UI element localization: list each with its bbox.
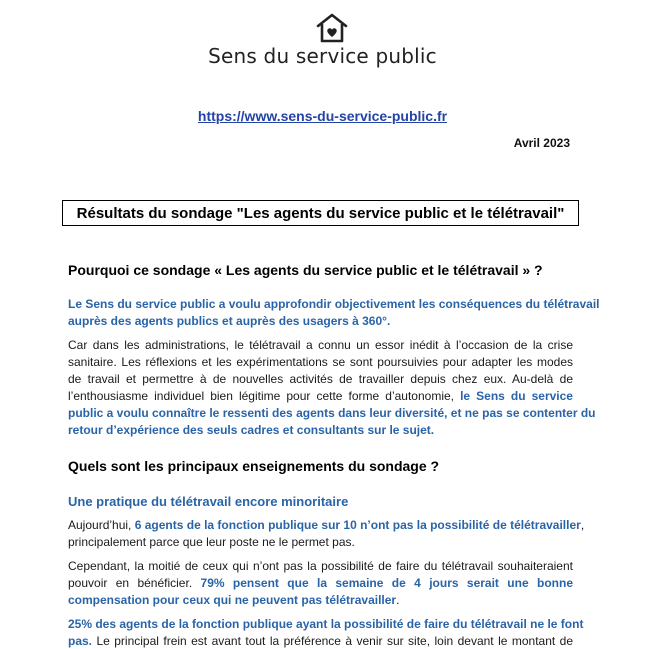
document-date: Avril 2023: [513, 136, 570, 150]
highlight-line: 25% des agents de la fonction publique ayant la possibilité de faire du télétravail ne le font: [68, 617, 584, 631]
paragraph-line: principalement parce que leur poste ne le permet pas.: [68, 535, 355, 549]
highlight-text: pas.: [68, 634, 93, 648]
paragraph-text: ,: [580, 518, 585, 532]
paragraph-line: Cependant, la moitié de ceux qui n’ont pas la possibilité de faire du télétravail souhaiteraient: [68, 559, 573, 573]
subsection-heading: Une pratique du télétravail encore minoritaire: [68, 494, 349, 509]
section-heading-findings: Quels sont les principaux enseignements du sondage ?: [68, 458, 440, 474]
house-heart-icon: [315, 12, 349, 44]
highlight-line: public a voulu connaître le ressenti des agents dans leur diversité, et ne pas se contenter du: [68, 406, 596, 420]
paragraph-text: l’enthousiasme individuel bien légitime pour cette forme d’autonomie,: [68, 389, 461, 403]
document-title: Résultats du sondage "Les agents du service public et le télétravail": [62, 200, 579, 226]
paragraph-line: Car dans les administrations, le télétravail a connu un essor inédit à l’occasion de la crise: [68, 338, 573, 352]
section-heading-why: Pourquoi ce sondage « Les agents du service public et le télétravail » ?: [68, 262, 543, 278]
paragraph-text: .: [396, 593, 400, 607]
paragraph-line: de travail et permettre à de nouvelles activités de travailler depuis chez eux. Au-delà de: [68, 372, 573, 386]
highlight-text: 6 agents de la fonction publique sur 10 n’ont pas la possibilité de télétravailler: [134, 518, 581, 532]
paragraph-line: [68, 389, 573, 404]
paragraph-line: [68, 634, 573, 649]
paragraph-text: Aujourd’hui,: [68, 518, 135, 532]
paragraph-text: Le principal frein est avant tout la préférence à venir sur site, loin devant le montant de: [92, 634, 573, 648]
paragraph-line: [68, 518, 585, 533]
paragraph-line: [68, 593, 573, 608]
highlight-text: compensation pour ceux qui ne peuvent pas télétravailler: [68, 593, 397, 607]
highlight-line: retour d’expérience des seuls cadres et consultants sur le sujet.: [68, 423, 435, 437]
intro-line-2: auprès des agents publics et auprès des usagers à 360°.: [68, 314, 391, 328]
website-link[interactable]: https://www.sens-du-service-public.fr: [197, 108, 448, 124]
highlight-text: 79% pensent que la semaine de 4 jours serait une bonne: [200, 576, 573, 590]
paragraph-line: [68, 576, 573, 591]
intro-line-1: Le Sens du service public a voulu approfondir objectivement les conséquences du télétravail: [68, 297, 600, 311]
paragraph-line: sanitaire. Les réflexions et les expérimentations se sont poursuivies pour adapter les modes: [68, 355, 573, 369]
brand-name: Sens du service public: [208, 44, 437, 68]
paragraph-text: pouvoir en bénéficier.: [68, 576, 201, 590]
highlight-text: le Sens du service: [460, 389, 573, 403]
